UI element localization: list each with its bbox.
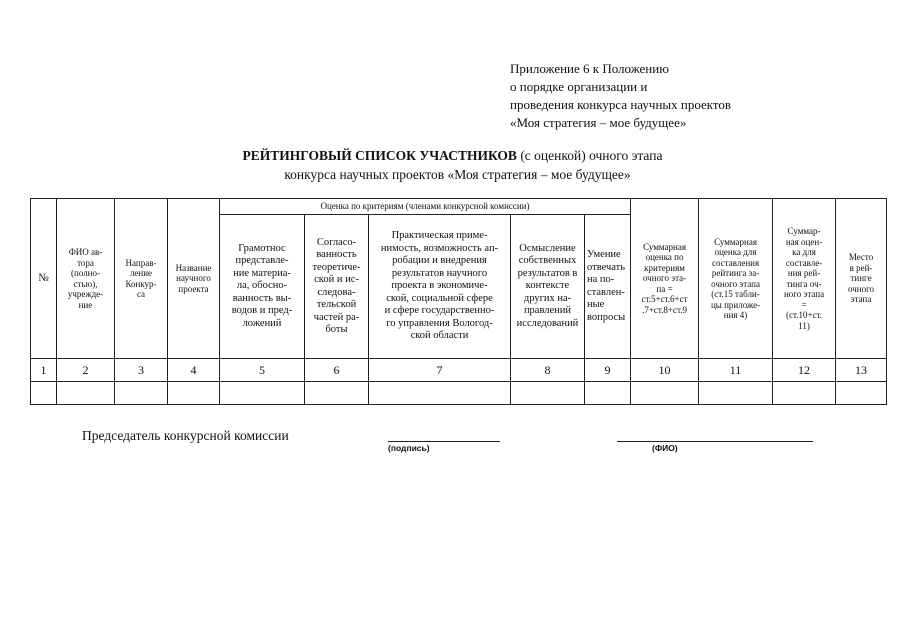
col-header-sum-fulltime: Суммар- ная оцен- ка для составле- ния рей- тинга оч- ного этапа = (ст.10+ст. 11) [773,199,836,359]
appendix-note [510,60,731,132]
empty-cell [369,382,511,405]
column-number: 11 [699,359,773,382]
column-number: 3 [115,359,168,382]
column-number: 8 [511,359,585,382]
column-number: 12 [773,359,836,382]
empty-cell [631,382,699,405]
empty-cell [115,382,168,405]
empty-data-row [31,382,887,405]
appendix-line: о порядке организации и [510,79,648,94]
title-bold: РЕЙТИНГОВЫЙ СПИСОК УЧАСТНИКОВ [242,148,517,163]
name-line [617,441,813,442]
col-header-direction: Направ- ление Конкур- са [115,199,168,359]
column-number: 1 [31,359,57,382]
column-number: 4 [168,359,220,382]
col-header-reflection: Осмысление собственных результатов в контексте других на- правлений исследований [511,215,585,359]
empty-cell [585,382,631,405]
empty-cell [699,382,773,405]
column-number: 5 [220,359,305,382]
col-header-literacy: Грамотнос представле- ние материа- ла, обосно- ванность вы- водов и пред- ложений [220,215,305,359]
column-number: 7 [369,359,511,382]
appendix-line: проведения конкурса научных проектов [510,97,732,112]
criteria-group-header: Оценка по критериям (членами конкурсной комиссии) [220,199,631,215]
chairman-label: Председатель конкурсной комиссии [82,428,289,443]
col-header-sum-correspondence: Суммарная оценка для составления рейтинга за- очного этапа (ст.15 табли- цы приложе- ния 4) [699,199,773,359]
empty-cell [220,382,305,405]
document-title [0,146,905,184]
empty-cell [31,382,57,405]
col-header-applicability: Практическая приме- нимость, возможность ап- робации и внедрения результатов научного проекта в экономиче- ской, социальной сфере и сфере государственно- го управления Вологод- ской области [369,215,511,359]
column-number-row [31,359,887,382]
signature-line [388,441,500,442]
title-rest: (с оценкой) очного этапа [516,148,663,163]
col-header-answers: Умение отвечать на по- ставлен- ные вопросы [585,215,631,359]
empty-cell [305,382,369,405]
empty-cell [168,382,220,405]
col-header-number: № [31,199,57,359]
column-number: 6 [305,359,369,382]
col-header-place: Место в рей- тинге очного этапа [836,199,887,359]
signature-caption: (подпись) [388,443,430,453]
appendix-line: Приложение 6 к Положению [510,61,669,76]
rating-table [30,198,887,405]
column-number: 13 [836,359,887,382]
name-caption: (ФИО) [652,443,678,453]
title-line2: конкурса научных проектов «Моя стратегия – мое будущее» [284,167,631,182]
empty-cell [57,382,115,405]
empty-cell [773,382,836,405]
column-number: 9 [585,359,631,382]
col-header-sum-criteria: Суммарная оценка по критериям очного эта- па = ст.5+ст.6+ст .7+ст.8+ст.9 [631,199,699,359]
empty-cell [836,382,887,405]
col-header-consistency: Согласо- ванность теоретиче- ской и ис- следова- тельской частей ра- боты [305,215,369,359]
appendix-line: «Моя стратегия – мое будущее» [510,115,687,130]
col-header-project-title: Название научного проекта [168,199,220,359]
column-number: 10 [631,359,699,382]
col-header-author: ФИО ав- тора (полно- стью), учрежде- ние [57,199,115,359]
column-number: 2 [57,359,115,382]
empty-cell [511,382,585,405]
